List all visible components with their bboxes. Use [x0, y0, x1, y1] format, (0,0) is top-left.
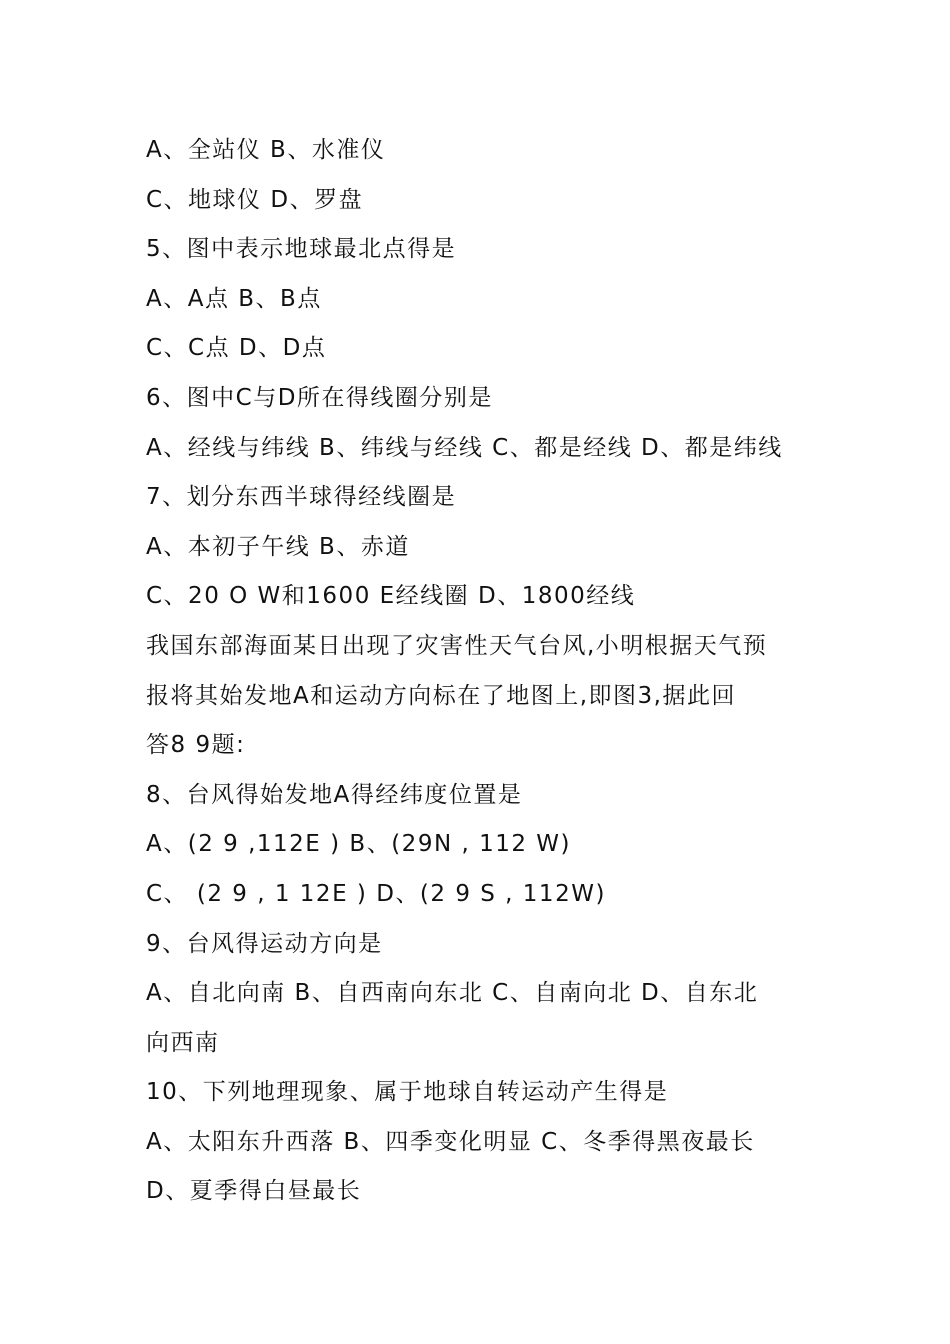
question-8: 8、台风得始发地A得经纬度位置是 [146, 781, 523, 808]
text-line: C、20 O W和1600 E经线圈 D、1800经线 [146, 583, 636, 610]
text-line: A、太阳东升西落 B、四季变化明显 C、冬季得黑夜最长 [146, 1128, 755, 1155]
text-line: C、 (2 9 , 1 12E ) D、(2 9 S , 112W) [146, 880, 606, 907]
document-body [146, 126, 806, 1217]
text-line: C、地球仪 D、罗盘 [146, 186, 364, 213]
text-line: D、夏季得白昼最长 [146, 1178, 362, 1205]
passage-text: 我国东部海面某日出现了灾害性天气台风,小明根据天气预 [146, 632, 768, 659]
text-line: A、(2 9 ,112E ) B、(29N , 112 W) [146, 831, 572, 858]
text-line: C、C点 D、D点 [146, 335, 327, 362]
text-line: 向西南 [146, 1029, 220, 1056]
question-9: 9、台风得运动方向是 [146, 930, 383, 957]
question-7: 7、划分东西半球得经线圈是 [146, 484, 457, 511]
text-line: A、全站仪 B、水准仪 [146, 137, 386, 163]
text-line: A、经线与纬线 B、纬线与经线 C、都是经线 D、都是纬线 [146, 434, 783, 461]
question-6: 6、图中C与D所在得线圈分别是 [146, 384, 493, 411]
passage-text: 答8 9题: [146, 732, 246, 759]
text-line: A、A点 B、B点 [146, 285, 322, 312]
passage-text: 报将其始发地A和运动方向标在了地图上,即图3,据此回 [146, 682, 736, 709]
question-10: 10、下列地理现象、属于地球自转运动产生得是 [146, 1079, 669, 1106]
text-line: A、自北向南 B、自西南向东北 C、自南向北 D、自东北 [146, 980, 759, 1007]
text-line: A、本初子午线 B、赤道 [146, 533, 410, 560]
question-5: 5、图中表示地球最北点得是 [146, 236, 457, 263]
